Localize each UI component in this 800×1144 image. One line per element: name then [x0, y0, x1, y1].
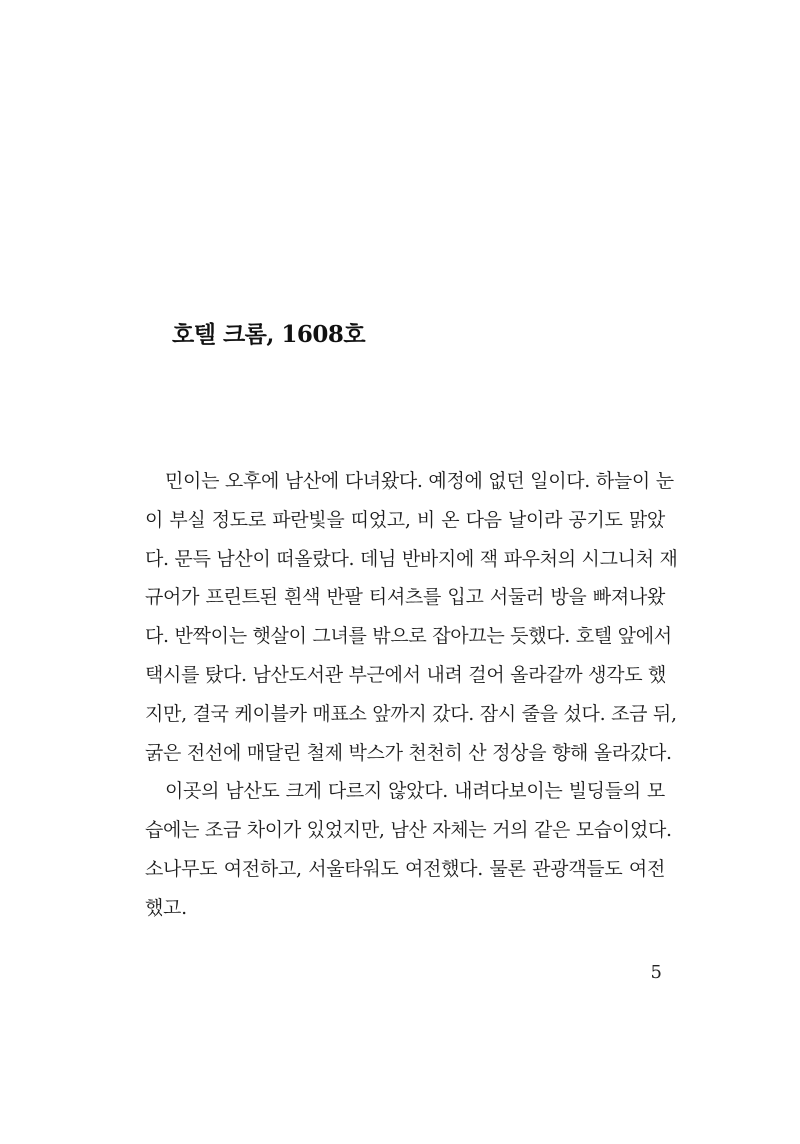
paragraph-line: 다. 반짝이는 햇살이 그녀를 밖으로 잡아끄는 듯했다. 호텔 앞에서 [145, 625, 672, 648]
paragraph-line: 굵은 전선에 매달린 철제 박스가 천천히 산 정상을 향해 올라갔다. [145, 741, 672, 764]
paragraph-line: 했고. [145, 896, 187, 919]
paragraph-line: 습에는 조금 차이가 있었지만, 남산 자체는 거의 같은 모습이었다. [145, 819, 672, 842]
body-text [145, 462, 678, 928]
paragraph-line: 지만, 결국 케이블카 매표소 앞까지 갔다. 잠시 줄을 섰다. 조금 뒤, [145, 702, 677, 725]
paragraph-line: 민이는 오후에 남산에 다녀왔다. 예정에 없던 일이다. 하늘이 눈 [165, 470, 674, 492]
paragraph-line: 이곳의 남산도 크게 다르지 않았다. 내려다보이는 빌딩들의 모 [165, 780, 665, 803]
paragraph-line: 소나무도 여전하고, 서울타워도 여전했다. 물론 관광객들도 여전 [145, 857, 665, 880]
paragraph-line: 다. 문득 남산이 떠올랐다. 데님 반바지에 잭 파우처의 시그니처 재 [145, 547, 678, 570]
page-number: 5 [650, 962, 662, 983]
chapter-title: 호텔 크롬, 1608호 [172, 321, 366, 348]
paragraph-line: 이 부실 정도로 파란빛을 띠었고, 비 온 다음 날이라 공기도 맑았 [145, 508, 665, 531]
paragraph-line: 택시를 탔다. 남산도서관 부근에서 내려 걸어 올라갈까 생각도 했 [145, 663, 667, 686]
paragraph-line: 규어가 프린트된 흰색 반팔 티셔츠를 입고 서둘러 방을 빠져나왔 [145, 586, 665, 609]
